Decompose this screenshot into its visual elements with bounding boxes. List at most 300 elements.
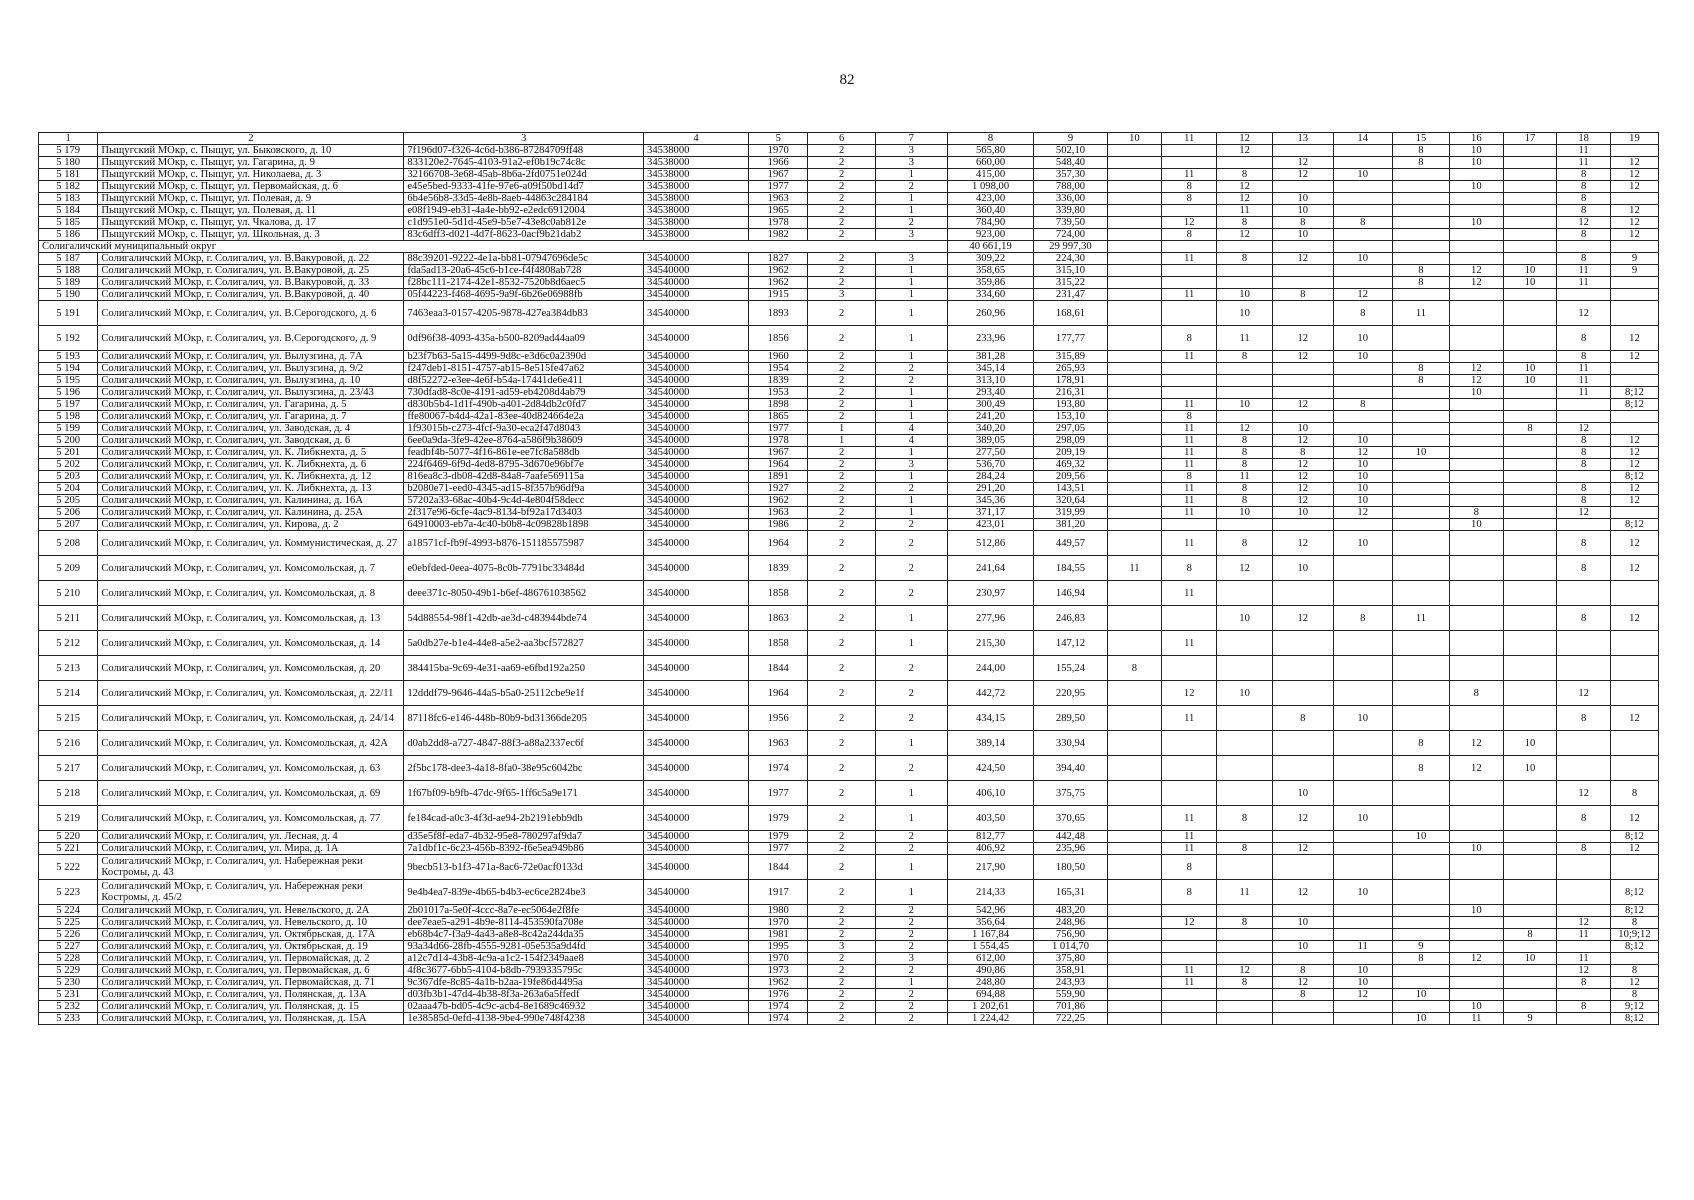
cell-c14 xyxy=(1333,731,1392,756)
cell-floors: 2 xyxy=(808,656,875,681)
header-cell-18: 18 xyxy=(1557,133,1611,145)
cell-c12 xyxy=(1217,157,1273,169)
cell-house-id: 1f67bf09-b9fb-47dc-9f65-1ff6c5a9e171 xyxy=(404,781,644,806)
table-row xyxy=(39,631,1659,656)
cell-c17 xyxy=(1503,781,1557,806)
cell-c18: 12 xyxy=(1557,217,1611,229)
cell-c15 xyxy=(1392,556,1449,581)
cell-c10 xyxy=(1107,169,1162,181)
cell-total-area: 612,00 xyxy=(947,953,1034,965)
cell-c10 xyxy=(1107,387,1162,399)
cell-entrances: 2 xyxy=(875,681,947,706)
cell-oktmo-code: 34540000 xyxy=(644,483,749,495)
cell-c13: 12 xyxy=(1273,531,1334,556)
cell-c11 xyxy=(1162,277,1217,289)
header-cell-11: 11 xyxy=(1162,133,1217,145)
cell-c10 xyxy=(1107,265,1162,277)
cell-entrances: 4 xyxy=(875,423,947,435)
cell-house-id: 816ea8c3-db08-42d8-84a8-7aafe569115a xyxy=(404,471,644,483)
cell-c11 xyxy=(1162,205,1217,217)
cell-c11: 12 xyxy=(1162,681,1217,706)
cell-c12: 10 xyxy=(1217,507,1273,519)
cell-row-number: 5 183 xyxy=(39,193,98,205)
cell-floors: 2 xyxy=(808,495,875,507)
cell-c16 xyxy=(1449,806,1503,831)
cell-build-year: 1962 xyxy=(749,495,808,507)
cell-c11: 8 xyxy=(1162,471,1217,483)
cell-c18: 8 xyxy=(1557,459,1611,471)
cell-c10 xyxy=(1107,399,1162,411)
cell-c19 xyxy=(1610,301,1658,326)
cell-c11 xyxy=(1162,145,1217,157)
cell-c19: 12 xyxy=(1610,531,1658,556)
table-row xyxy=(39,471,1659,483)
cell-floors: 2 xyxy=(808,843,875,855)
cell-address: Солигаличский МОкр, г. Солигалич, ул. В.Вакуровой, д. 40 xyxy=(98,289,404,301)
cell-build-year: 1856 xyxy=(749,326,808,351)
cell-c11: 11 xyxy=(1162,495,1217,507)
cell-c18: 8 xyxy=(1557,351,1611,363)
cell-floors: 2 xyxy=(808,181,875,193)
cell-c15 xyxy=(1392,411,1449,423)
cell-oktmo-code: 34540000 xyxy=(644,375,749,387)
cell-c13: 8 xyxy=(1273,706,1334,731)
cell-floors: 2 xyxy=(808,806,875,831)
cell-c19: 12 xyxy=(1610,229,1658,241)
cell-c13: 8 xyxy=(1273,965,1334,977)
cell-c18: 12 xyxy=(1557,917,1611,929)
cell-c17 xyxy=(1503,880,1557,905)
cell-house-id: c1d951e0-5d1d-45e9-b5e7-43e8c0ab812e xyxy=(404,217,644,229)
cell-row-number: 5 221 xyxy=(39,843,98,855)
cell-c19: 9 xyxy=(1610,265,1658,277)
cell-c19 xyxy=(1610,953,1658,965)
cell-c11: 11 xyxy=(1162,169,1217,181)
cell-row-number: 5 193 xyxy=(39,351,98,363)
cell-c13 xyxy=(1273,301,1334,326)
cell-total-area: 241,20 xyxy=(947,411,1034,423)
cell-c10 xyxy=(1107,1013,1162,1025)
cell-c14: 10 xyxy=(1333,351,1392,363)
cell-total-area: 260,96 xyxy=(947,301,1034,326)
cell-c12 xyxy=(1217,756,1273,781)
cell-c13 xyxy=(1273,241,1334,253)
table-row xyxy=(39,519,1659,531)
cell-c10 xyxy=(1107,483,1162,495)
cell-c16 xyxy=(1449,656,1503,681)
cell-entrances: 1 xyxy=(875,205,947,217)
cell-c12: 8 xyxy=(1217,531,1273,556)
cell-c14 xyxy=(1333,781,1392,806)
cell-c16 xyxy=(1449,631,1503,656)
header-row xyxy=(39,133,1659,145)
cell-living-area: 235,96 xyxy=(1034,843,1107,855)
cell-oktmo-code: 34540000 xyxy=(644,953,749,965)
cell-c15 xyxy=(1392,459,1449,471)
cell-entrances: 2 xyxy=(875,941,947,953)
cell-oktmo-code: 34540000 xyxy=(644,471,749,483)
cell-c17 xyxy=(1503,157,1557,169)
cell-c15 xyxy=(1392,519,1449,531)
cell-house-id: d830b5b4-1d1f-490b-a401-2d84db2c0fd7 xyxy=(404,399,644,411)
cell-floors: 2 xyxy=(808,157,875,169)
cell-living-area: 469,32 xyxy=(1034,459,1107,471)
cell-c17: 10 xyxy=(1503,277,1557,289)
cell-oktmo-code: 34540000 xyxy=(644,363,749,375)
cell-c16 xyxy=(1449,351,1503,363)
group-row xyxy=(39,241,1659,253)
cell-c11: 11 xyxy=(1162,965,1217,977)
cell-c19: 10;9;12 xyxy=(1610,929,1658,941)
table-row xyxy=(39,977,1659,989)
cell-living-area: 184,55 xyxy=(1034,556,1107,581)
cell-total-area: 442,72 xyxy=(947,681,1034,706)
cell-c11 xyxy=(1162,756,1217,781)
cell-floors: 3 xyxy=(808,289,875,301)
cell-floors: 2 xyxy=(808,756,875,781)
table-row xyxy=(39,351,1659,363)
cell-c11: 12 xyxy=(1162,217,1217,229)
cell-c16: 10 xyxy=(1449,387,1503,399)
cell-floors: 2 xyxy=(808,989,875,1001)
cell-c10 xyxy=(1107,301,1162,326)
cell-build-year: 1973 xyxy=(749,965,808,977)
cell-c14 xyxy=(1333,843,1392,855)
cell-c17: 9 xyxy=(1503,1013,1557,1025)
cell-build-year: 1858 xyxy=(749,631,808,656)
cell-build-year: 1963 xyxy=(749,193,808,205)
cell-c19: 8;12 xyxy=(1610,387,1658,399)
cell-living-area: 246,83 xyxy=(1034,606,1107,631)
cell-entrances: 1 xyxy=(875,631,947,656)
cell-entrances: 1 xyxy=(875,326,947,351)
cell-house-id: a18571cf-fb9f-4993-b876-151185575987 xyxy=(404,531,644,556)
cell-entrances: 2 xyxy=(875,363,947,375)
cell-build-year: 1967 xyxy=(749,447,808,459)
cell-c14 xyxy=(1333,917,1392,929)
cell-c16 xyxy=(1449,459,1503,471)
cell-address: Солигаличский МОкр, г. Солигалич, ул. В.Серогодского, д. 6 xyxy=(98,301,404,326)
cell-c14 xyxy=(1333,929,1392,941)
cell-house-id: eb68b4c7-f3a9-4a43-a8e8-8c42a244da35 xyxy=(404,929,644,941)
cell-c19 xyxy=(1610,731,1658,756)
cell-c12 xyxy=(1217,411,1273,423)
cell-c10 xyxy=(1107,495,1162,507)
cell-c18 xyxy=(1557,519,1611,531)
cell-living-area: 193,80 xyxy=(1034,399,1107,411)
cell-c10 xyxy=(1107,706,1162,731)
cell-house-id: d0ab2dd8-a727-4847-88f3-a88a2337ec6f xyxy=(404,731,644,756)
cell-c15: 8 xyxy=(1392,157,1449,169)
cell-floors: 2 xyxy=(808,277,875,289)
cell-build-year: 1967 xyxy=(749,169,808,181)
cell-c12: 10 xyxy=(1217,289,1273,301)
table-row xyxy=(39,880,1659,905)
cell-floors: 2 xyxy=(808,581,875,606)
cell-row-number: 5 197 xyxy=(39,399,98,411)
cell-c15: 8 xyxy=(1392,375,1449,387)
cell-c14 xyxy=(1333,423,1392,435)
cell-address: Пыщугский МОкр, с. Пыщуг, ул. Николаева, д. 3 xyxy=(98,169,404,181)
cell-c19: 8 xyxy=(1610,965,1658,977)
cell-house-id: 9becb513-b1f3-471a-8ac6-72e0acf0133d xyxy=(404,855,644,880)
cell-floors: 2 xyxy=(808,855,875,880)
cell-floors: 2 xyxy=(808,917,875,929)
table-row xyxy=(39,423,1659,435)
cell-build-year: 1986 xyxy=(749,519,808,531)
cell-c19: 9;12 xyxy=(1610,1001,1658,1013)
cell-c18 xyxy=(1557,289,1611,301)
cell-c16 xyxy=(1449,169,1503,181)
cell-floors: 2 xyxy=(808,447,875,459)
cell-c19: 12 xyxy=(1610,351,1658,363)
header-cell-3: 3 xyxy=(404,133,644,145)
cell-address: Солигаличский МОкр, г. Солигалич, ул. Комсомольская, д. 7 xyxy=(98,556,404,581)
cell-entrances: 2 xyxy=(875,656,947,681)
cell-c15 xyxy=(1392,631,1449,656)
cell-c19: 8;12 xyxy=(1610,1013,1658,1025)
cell-c18: 8 xyxy=(1557,483,1611,495)
cell-c14 xyxy=(1333,411,1392,423)
table-row xyxy=(39,1013,1659,1025)
cell-c10 xyxy=(1107,459,1162,471)
cell-c19: 12 xyxy=(1610,435,1658,447)
header-cell-17: 17 xyxy=(1503,133,1557,145)
cell-house-id: 2f5bc178-dee3-4a18-8fa0-38e95c6042bc xyxy=(404,756,644,781)
cell-c19: 12 xyxy=(1610,447,1658,459)
cell-c17 xyxy=(1503,193,1557,205)
table-row xyxy=(39,681,1659,706)
cell-living-area: 548,40 xyxy=(1034,157,1107,169)
cell-row-number: 5 216 xyxy=(39,731,98,756)
cell-c16: 10 xyxy=(1449,217,1503,229)
cell-c11: 11 xyxy=(1162,399,1217,411)
cell-build-year: 1980 xyxy=(749,905,808,917)
cell-oktmo-code: 34540000 xyxy=(644,289,749,301)
cell-row-number: 5 181 xyxy=(39,169,98,181)
table-row xyxy=(39,363,1659,375)
cell-living-area: 358,91 xyxy=(1034,965,1107,977)
cell-oktmo-code: 34540000 xyxy=(644,806,749,831)
cell-c15: 8 xyxy=(1392,363,1449,375)
cell-c11: 11 xyxy=(1162,447,1217,459)
cell-c14: 12 xyxy=(1333,447,1392,459)
cell-entrances: 1 xyxy=(875,169,947,181)
header-cell-19: 19 xyxy=(1610,133,1658,145)
cell-c17 xyxy=(1503,977,1557,989)
cell-c14 xyxy=(1333,905,1392,917)
cell-c17 xyxy=(1503,471,1557,483)
cell-total-area: 403,50 xyxy=(947,806,1034,831)
cell-total-area: 248,80 xyxy=(947,977,1034,989)
cell-build-year: 1865 xyxy=(749,411,808,423)
cell-living-area: 381,20 xyxy=(1034,519,1107,531)
cell-c19 xyxy=(1610,145,1658,157)
cell-c14: 8 xyxy=(1333,217,1392,229)
cell-entrances: 2 xyxy=(875,181,947,193)
cell-c18: 8 xyxy=(1557,253,1611,265)
cell-c13: 12 xyxy=(1273,880,1334,905)
header-cell-7: 7 xyxy=(875,133,947,145)
cell-c10 xyxy=(1107,953,1162,965)
cell-row-number: 5 207 xyxy=(39,519,98,531)
cell-entrances: 3 xyxy=(875,145,947,157)
table-row xyxy=(39,989,1659,1001)
cell-c12: 8 xyxy=(1217,253,1273,265)
cell-c16: 12 xyxy=(1449,277,1503,289)
cell-row-number: 5 186 xyxy=(39,229,98,241)
cell-c13: 12 xyxy=(1273,606,1334,631)
cell-build-year: 1964 xyxy=(749,459,808,471)
cell-oktmo-code: 34540000 xyxy=(644,656,749,681)
cell-c15 xyxy=(1392,917,1449,929)
cell-c19 xyxy=(1610,656,1658,681)
cell-c15: 10 xyxy=(1392,831,1449,843)
cell-c11: 11 xyxy=(1162,435,1217,447)
cell-c10 xyxy=(1107,880,1162,905)
cell-row-number: 5 211 xyxy=(39,606,98,631)
cell-oktmo-code: 34540000 xyxy=(644,531,749,556)
cell-c17 xyxy=(1503,387,1557,399)
cell-c15 xyxy=(1392,781,1449,806)
cell-c11 xyxy=(1162,781,1217,806)
cell-c16 xyxy=(1449,253,1503,265)
cell-c19: 12 xyxy=(1610,706,1658,731)
cell-c16 xyxy=(1449,411,1503,423)
cell-total-area: 542,96 xyxy=(947,905,1034,917)
cell-house-id: 54d88554-98f1-42db-ae3d-c483944bde74 xyxy=(404,606,644,631)
cell-oktmo-code: 34540000 xyxy=(644,989,749,1001)
cell-c13 xyxy=(1273,411,1334,423)
cell-c19: 12 xyxy=(1610,556,1658,581)
cell-c19: 8;12 xyxy=(1610,831,1658,843)
cell-c12: 8 xyxy=(1217,435,1273,447)
cell-row-number: 5 223 xyxy=(39,880,98,905)
cell-c13 xyxy=(1273,831,1334,843)
cell-c17: 10 xyxy=(1503,731,1557,756)
cell-c19: 8;12 xyxy=(1610,880,1658,905)
cell-c13: 12 xyxy=(1273,157,1334,169)
cell-oktmo-code: 34540000 xyxy=(644,459,749,471)
cell-c15 xyxy=(1392,495,1449,507)
cell-total-area: 694,88 xyxy=(947,989,1034,1001)
cell-row-number: 5 210 xyxy=(39,581,98,606)
cell-c10 xyxy=(1107,756,1162,781)
cell-c13 xyxy=(1273,581,1334,606)
cell-living-area: 315,10 xyxy=(1034,265,1107,277)
cell-address: Солигаличский МОкр, г. Солигалич, ул. К. Либкнехта, д. 12 xyxy=(98,471,404,483)
cell-c19 xyxy=(1610,277,1658,289)
cell-c12: 12 xyxy=(1217,556,1273,581)
cell-living-area: 180,50 xyxy=(1034,855,1107,880)
cell-c13: 8 xyxy=(1273,989,1334,1001)
cell-living-area: 336,00 xyxy=(1034,193,1107,205)
cell-c11: 12 xyxy=(1162,917,1217,929)
cell-c11: 11 xyxy=(1162,977,1217,989)
cell-build-year: 1962 xyxy=(749,265,808,277)
cell-total-area: 313,10 xyxy=(947,375,1034,387)
cell-build-year: 1977 xyxy=(749,781,808,806)
cell-entrances: 1 xyxy=(875,507,947,519)
cell-c12: 8 xyxy=(1217,459,1273,471)
cell-c13: 12 xyxy=(1273,253,1334,265)
cell-c12 xyxy=(1217,1001,1273,1013)
cell-row-number: 5 217 xyxy=(39,756,98,781)
cell-living-area: 559,90 xyxy=(1034,989,1107,1001)
cell-c17 xyxy=(1503,483,1557,495)
cell-c19: 8;12 xyxy=(1610,399,1658,411)
cell-c15: 8 xyxy=(1392,277,1449,289)
cell-entrances: 1 xyxy=(875,351,947,363)
cell-row-number: 5 224 xyxy=(39,905,98,917)
cell-c11 xyxy=(1162,387,1217,399)
cell-c14: 8 xyxy=(1333,301,1392,326)
table-header xyxy=(39,133,1659,145)
cell-build-year: 1927 xyxy=(749,483,808,495)
cell-build-year: 1974 xyxy=(749,1001,808,1013)
cell-oktmo-code: 34540000 xyxy=(644,556,749,581)
cell-house-id: 730dfad8-8c0e-4191-ad59-eb4208d4ab79 xyxy=(404,387,644,399)
cell-c12 xyxy=(1217,363,1273,375)
cell-c12 xyxy=(1217,277,1273,289)
cell-oktmo-code: 34540000 xyxy=(644,941,749,953)
cell-entrances: 1 xyxy=(875,606,947,631)
cell-living-area: 724,00 xyxy=(1034,229,1107,241)
cell-c13: 8 xyxy=(1273,217,1334,229)
cell-c11: 11 xyxy=(1162,806,1217,831)
cell-c13 xyxy=(1273,656,1334,681)
cell-c15 xyxy=(1392,351,1449,363)
cell-floors: 2 xyxy=(808,217,875,229)
cell-address: Солигаличский МОкр, г. Солигалич, ул. Заводская, д. 4 xyxy=(98,423,404,435)
cell-living-area: 209,19 xyxy=(1034,447,1107,459)
cell-house-id: 9e4b4ea7-839e-4b65-b4b3-ec6ce2824be3 xyxy=(404,880,644,905)
cell-c14 xyxy=(1333,519,1392,531)
cell-c10 xyxy=(1107,435,1162,447)
cell-c15 xyxy=(1392,217,1449,229)
table-row xyxy=(39,965,1659,977)
table-row xyxy=(39,435,1659,447)
cell-living-area: 143,51 xyxy=(1034,483,1107,495)
cell-oktmo-code: 34540000 xyxy=(644,1001,749,1013)
cell-oktmo-code: 34540000 xyxy=(644,880,749,905)
cell-row-number: 5 202 xyxy=(39,459,98,471)
cell-c19 xyxy=(1610,681,1658,706)
cell-living-area: 224,30 xyxy=(1034,253,1107,265)
cell-c14: 12 xyxy=(1333,507,1392,519)
cell-total-area: 389,05 xyxy=(947,435,1034,447)
cell-address: Солигаличский МОкр, г. Солигалич, ул. Полянская, д. 13А xyxy=(98,989,404,1001)
table-row xyxy=(39,289,1659,301)
cell-row-number: 5 219 xyxy=(39,806,98,831)
cell-c12: 8 xyxy=(1217,495,1273,507)
cell-row-number: 5 233 xyxy=(39,1013,98,1025)
cell-c12 xyxy=(1217,706,1273,731)
cell-total-area: 1 098,00 xyxy=(947,181,1034,193)
cell-c10 xyxy=(1107,145,1162,157)
cell-c19: 12 xyxy=(1610,606,1658,631)
cell-house-id: 57202a33-68ac-40b4-9c4d-4e804f58decc xyxy=(404,495,644,507)
cell-c15 xyxy=(1392,241,1449,253)
cell-address: Солигаличский МОкр, г. Солигалич, ул. Набережная реки Костромы, д. 45/2 xyxy=(98,880,404,905)
cell-address: Солигаличский МОкр, г. Солигалич, ул. Комсомольская, д. 22/11 xyxy=(98,681,404,706)
cell-house-id: 2b01017a-5e0f-4ccc-8a7e-ec5064e2f8fe xyxy=(404,905,644,917)
cell-living-area: 394,40 xyxy=(1034,756,1107,781)
cell-c17 xyxy=(1503,941,1557,953)
cell-c12 xyxy=(1217,519,1273,531)
table-row xyxy=(39,277,1659,289)
cell-entrances: 3 xyxy=(875,229,947,241)
